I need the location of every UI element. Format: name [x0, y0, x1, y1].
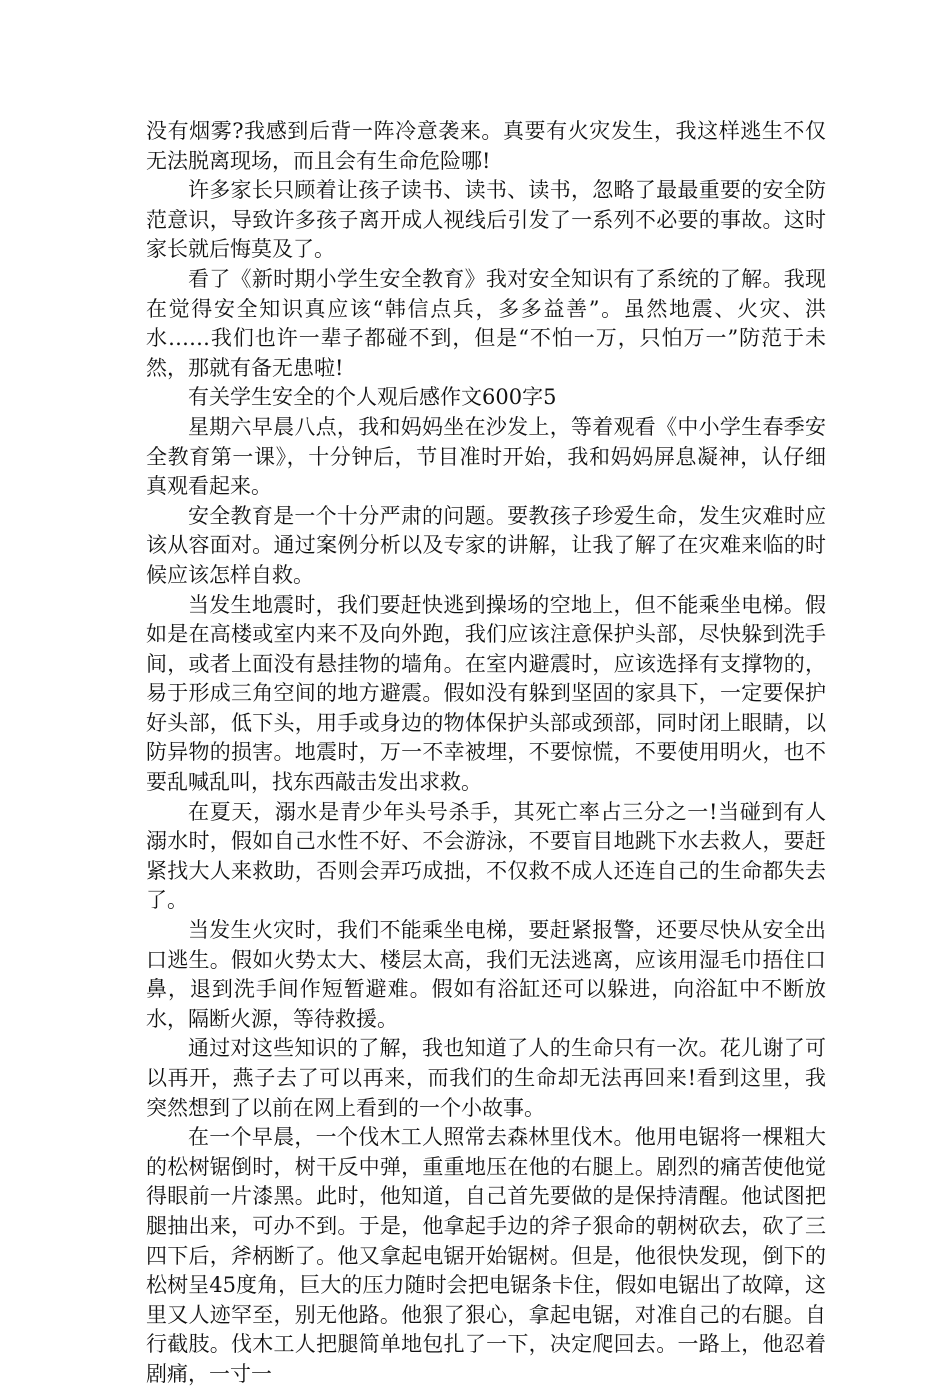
document-body [146, 117, 826, 1390]
paragraph-3: 看了《新时期小学生安全教育》我对安全知识有了系统的了解。我现在觉得安全知识真应该“韩信点兵，多多益善”。虽然地震、火灾、洪水……我们也许一辈子都碰不到，但是“不怕一万，只怕万一”防范于未然，那就有备无患啦! [146, 266, 826, 380]
paragraph-9: 当发生火灾时，我们不能乘坐电梯，要赶紧报警，还要尽快从安全出口逃生。假如火势太大、楼层太高，我们无法逃离，应该用湿毛巾捂住口鼻，退到洗手间作短暂避难。假如有浴缸还可以躲进，向浴缸中不断放水，隔断火源，等待救援。 [146, 918, 826, 1031]
paragraph-1: 没有烟雾?我感到后背一阵冷意袭来。真要有火灾发生，我这样逃生不仅无法脱离现场，而且会有生命危险哪! [146, 119, 826, 173]
paragraph-6: 安全教育是一个十分严肃的问题。要教孩子珍爱生命，发生灾难时应该从容面对。通过案例分析以及专家的讲解，让我了解了在灾难来临的时候应该怎样自救。 [146, 503, 826, 587]
paragraph-8: 在夏天，溺水是青少年头号杀手，其死亡率占三分之一!当碰到有人溺水时，假如自己水性不好、不会游泳，不要盲目地跳下水去救人，要赶紧找大人来救助，否则会弄巧成拙，不仅救不成人还连自己的生命都失去了。 [146, 799, 826, 913]
paragraph-11: 在一个早晨，一个伐木工人照常去森林里伐木。他用电锯将一棵粗大的松树锯倒时，树干反中弹，重重地压在他的右腿上。剧烈的痛苦使他觉得眼前一片漆黑。此时，他知道，自己首先要做的是保持清醒。他试图把腿抽出来，可办不到。于是，他拿起手边的斧子狠命的朝树砍去，砍了三四下后，斧柄断了。他又拿起电锯开始锯树。但是，他很快发现，倒下的松树呈45度角，巨大的压力随时会把电锯条卡住，假如电锯出了故障，这里又人迹罕至，别无他路。他狠了狠心，拿起电锯，对准自己的右腿。自行截肢。伐木工人把腿简单地包扎了一下，决定爬回去。一路上，他忍着剧痛，一寸一 [146, 1125, 826, 1386]
paragraph-7: 当发生地震时，我们要赶快逃到操场的空地上，但不能乘坐电梯。假如是在高楼或室内来不及向外跑，我们应该注意保护头部，尽快躲到洗手间，或者上面没有悬挂物的墙角。在室内避震时，应该选择有支撑物的，易于形成三角空间的地方避震。假如没有躲到坚固的家具下，一定要保护好头部，低下头，用手或身边的物体保护头部或颈部，同时闭上眼睛，以防异物的损害。地震时，万一不幸被埋，不要惊慌，不要使用明火，也不要乱喊乱叫，找东西敲击发出求救。 [146, 592, 826, 795]
paragraph-2: 许多家长只顾着让孩子读书、读书、读书，忽略了最最重要的安全防范意识，导致许多孩子离开成人视线后引发了一系列不必要的事故。这时家长就后悔莫及了。 [146, 178, 826, 262]
paragraph-5: 星期六早晨八点，我和妈妈坐在沙发上，等着观看《中小学生春季安全教育第一课》，十分钟后，节目准时开始，我和妈妈屏息凝神，认仔细真观看起来。 [146, 414, 826, 499]
section-heading: 有关学生安全的个人观后感作文600字5 [188, 385, 557, 410]
paragraph-10: 通过对这些知识的了解，我也知道了人的生命只有一次。花儿谢了可以再开，燕子去了可以再来，而我们的生命却无法再回来!看到这里，我突然想到了以前在网上看到的一个小故事。 [146, 1036, 826, 1120]
